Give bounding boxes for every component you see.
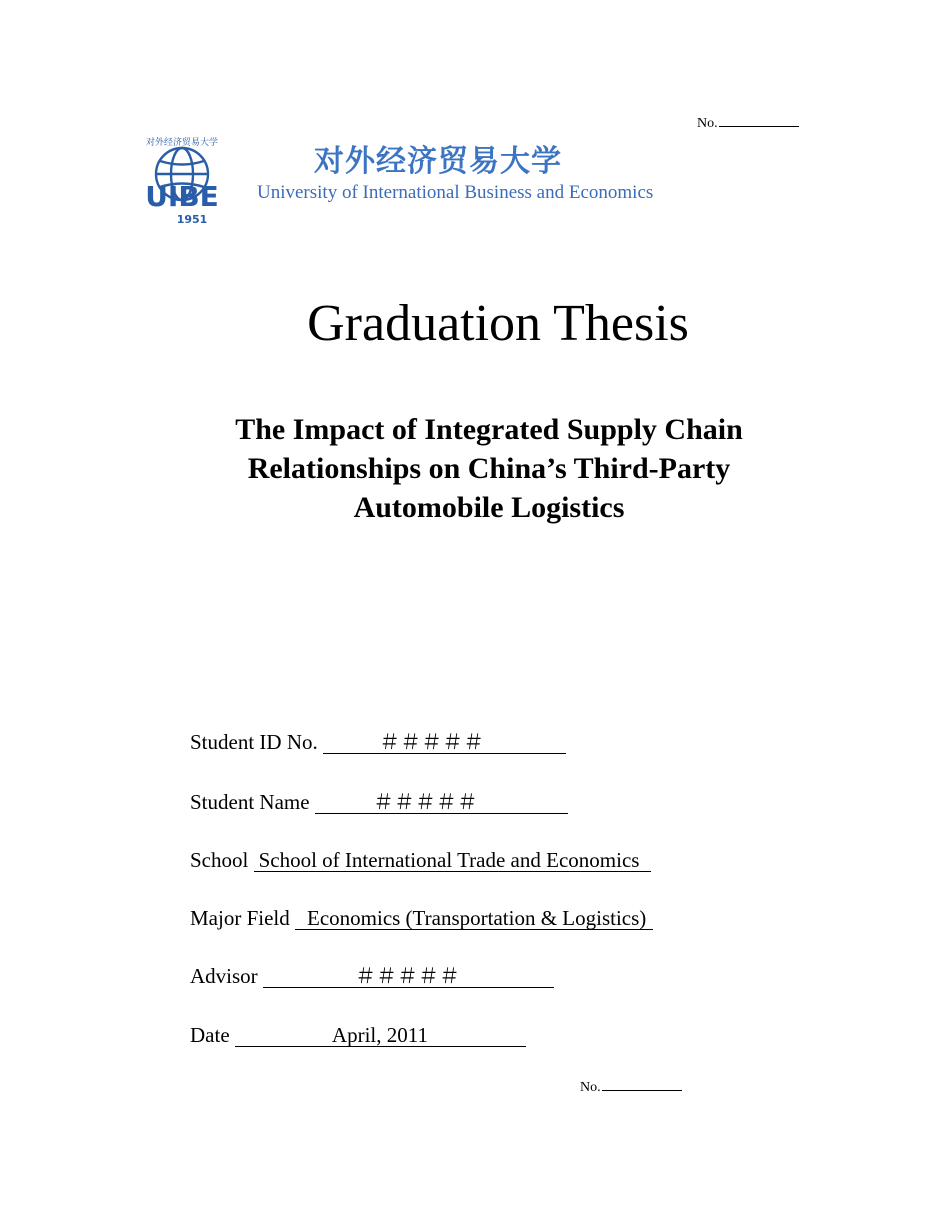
school-field bbox=[190, 848, 651, 873]
date-label: Date bbox=[190, 1023, 230, 1047]
advisor-field bbox=[190, 964, 554, 989]
document-number-top bbox=[697, 114, 799, 132]
thesis-title-line: The Impact of Integrated Supply Chain bbox=[235, 413, 743, 446]
uibe-logo bbox=[128, 128, 236, 232]
school-value: School of International Trade and Economics bbox=[254, 849, 652, 872]
uibe-logo-icon bbox=[128, 128, 236, 232]
major-value: Economics (Transportation & Logistics) bbox=[295, 907, 653, 930]
document-number-label: No. bbox=[697, 116, 718, 131]
major-label: Major Field bbox=[190, 906, 290, 930]
logo-year: 1951 bbox=[176, 213, 208, 226]
advisor-label: Advisor bbox=[190, 964, 258, 988]
student-id-field bbox=[190, 730, 566, 755]
document-number-blank bbox=[719, 114, 799, 127]
thesis-title bbox=[180, 410, 798, 527]
thesis-heading: Graduation Thesis bbox=[307, 295, 689, 352]
document-number-bottom bbox=[580, 1078, 682, 1096]
student-name-value: ＃＃＃＃＃ bbox=[315, 791, 568, 814]
advisor-value: ＃＃＃＃＃ bbox=[263, 965, 554, 988]
thesis-title-line: Automobile Logistics bbox=[353, 491, 625, 524]
university-name-cn: 对外经济贸易大学 bbox=[314, 144, 562, 179]
date-value: April, 2011 bbox=[235, 1024, 526, 1047]
thesis-title-line: Relationships on China’s Third-Party bbox=[247, 452, 731, 485]
student-id-value: ＃＃＃＃＃ bbox=[323, 731, 566, 754]
school-label: School bbox=[190, 848, 249, 872]
major-field bbox=[190, 906, 653, 931]
date-field bbox=[190, 1023, 526, 1048]
document-number-label: No. bbox=[580, 1080, 601, 1095]
student-name-label: Student Name bbox=[190, 790, 310, 814]
student-name-field bbox=[190, 790, 568, 815]
university-name-en: University of International Business and Economics bbox=[257, 182, 654, 203]
document-number-blank bbox=[602, 1078, 682, 1091]
logo-acronym: UIBE bbox=[145, 180, 219, 213]
student-id-label: Student ID No. bbox=[190, 730, 318, 754]
logo-arc-text: 对外经济贸易大学 bbox=[145, 138, 219, 148]
